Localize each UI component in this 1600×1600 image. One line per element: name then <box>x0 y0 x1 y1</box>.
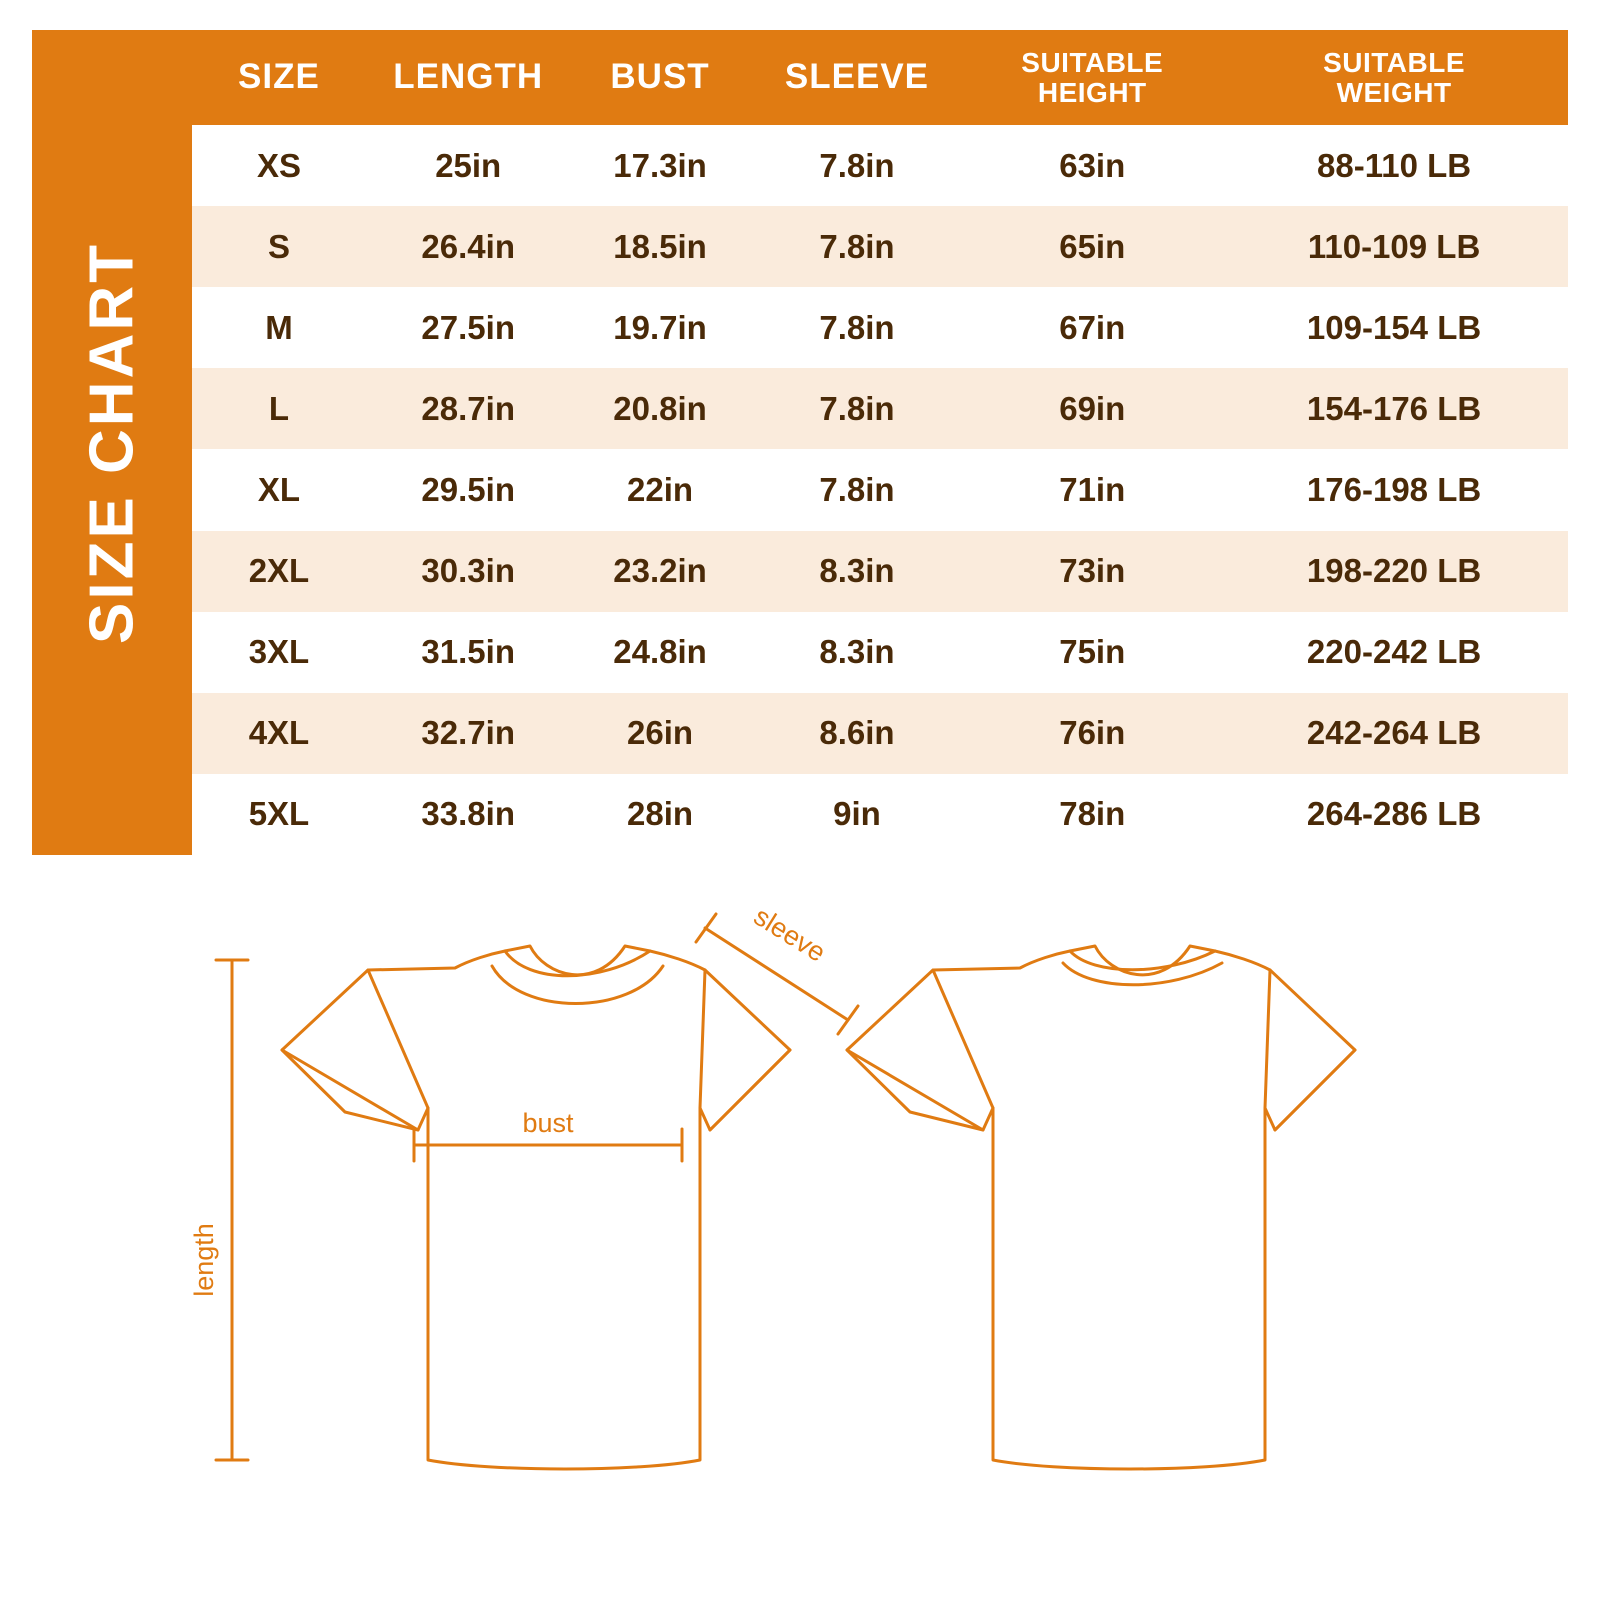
column-header-suitable-weight-line1: SUITABLE <box>1323 47 1466 79</box>
cell-length: 32.7in <box>366 693 571 774</box>
cell-sleeve: 8.3in <box>750 531 965 612</box>
column-header-length: LENGTH <box>366 30 571 125</box>
length-dimension-line <box>216 960 248 1460</box>
column-header-suitable-weight-line2: WEIGHT <box>1336 76 1452 108</box>
cell-bust: 19.7in <box>571 287 750 368</box>
front-tshirt-icon <box>282 946 790 1469</box>
measurement-diagram <box>0 880 1600 1560</box>
sleeve-label: sleeve <box>748 900 831 968</box>
table-row <box>192 774 1568 855</box>
tshirt-diagram-svg <box>0 880 1600 1560</box>
cell-length: 31.5in <box>366 612 571 693</box>
cell-size: XL <box>192 449 366 530</box>
cell-bust: 28in <box>571 774 750 855</box>
table-row <box>192 531 1568 612</box>
column-header-suitable-height-line2: HEIGHT <box>1037 76 1147 108</box>
cell-weight: 154-176 LB <box>1220 368 1568 449</box>
cell-weight: 88-110 LB <box>1220 125 1568 206</box>
length-label: length <box>189 1223 219 1297</box>
cell-bust: 23.2in <box>571 531 750 612</box>
cell-height: 73in <box>964 531 1220 612</box>
back-tshirt-icon <box>847 946 1355 1469</box>
cell-height: 76in <box>964 693 1220 774</box>
cell-size: 2XL <box>192 531 366 612</box>
cell-weight: 109-154 LB <box>1220 287 1568 368</box>
cell-length: 28.7in <box>366 368 571 449</box>
cell-bust: 20.8in <box>571 368 750 449</box>
table-header-row <box>192 30 1568 125</box>
cell-length: 33.8in <box>366 774 571 855</box>
cell-length: 29.5in <box>366 449 571 530</box>
cell-height: 67in <box>964 287 1220 368</box>
cell-size: 3XL <box>192 612 366 693</box>
cell-weight: 198-220 LB <box>1220 531 1568 612</box>
table-row <box>192 287 1568 368</box>
cell-length: 26.4in <box>366 206 571 287</box>
cell-sleeve: 7.8in <box>750 206 965 287</box>
cell-size: 5XL <box>192 774 366 855</box>
cell-height: 63in <box>964 125 1220 206</box>
cell-sleeve: 9in <box>750 774 965 855</box>
bust-label: bust <box>522 1108 574 1138</box>
cell-length: 30.3in <box>366 531 571 612</box>
cell-bust: 17.3in <box>571 125 750 206</box>
column-header-size: SIZE <box>192 30 366 125</box>
cell-height: 78in <box>964 774 1220 855</box>
size-chart-title-column <box>32 30 192 855</box>
cell-weight: 264-286 LB <box>1220 774 1568 855</box>
column-header-suitable-height-line1: SUITABLE <box>1021 47 1164 79</box>
cell-sleeve: 7.8in <box>750 287 965 368</box>
cell-height: 75in <box>964 612 1220 693</box>
table-row <box>192 449 1568 530</box>
cell-height: 65in <box>964 206 1220 287</box>
cell-weight: 176-198 LB <box>1220 449 1568 530</box>
cell-height: 71in <box>964 449 1220 530</box>
cell-size: L <box>192 368 366 449</box>
cell-bust: 22in <box>571 449 750 530</box>
cell-length: 27.5in <box>366 287 571 368</box>
table-header <box>192 30 1568 125</box>
cell-weight: 220-242 LB <box>1220 612 1568 693</box>
table-row <box>192 368 1568 449</box>
cell-sleeve: 7.8in <box>750 125 965 206</box>
cell-sleeve: 7.8in <box>750 449 965 530</box>
cell-size: XS <box>192 125 366 206</box>
cell-bust: 24.8in <box>571 612 750 693</box>
cell-sleeve: 8.3in <box>750 612 965 693</box>
table-row <box>192 206 1568 287</box>
table-body <box>192 125 1568 855</box>
column-header-bust: BUST <box>571 30 750 125</box>
size-chart-block <box>32 30 1568 855</box>
size-chart-table-wrapper <box>192 30 1568 855</box>
cell-height: 69in <box>964 368 1220 449</box>
size-chart-table <box>192 30 1568 855</box>
cell-sleeve: 7.8in <box>750 368 965 449</box>
cell-size: S <box>192 206 366 287</box>
column-header-suitable-height <box>964 30 1220 125</box>
column-header-sleeve: SLEEVE <box>750 30 965 125</box>
cell-length: 25in <box>366 125 571 206</box>
cell-sleeve: 8.6in <box>750 693 965 774</box>
cell-bust: 18.5in <box>571 206 750 287</box>
table-row <box>192 125 1568 206</box>
page-title: SIZE CHART <box>77 241 147 644</box>
cell-weight: 242-264 LB <box>1220 693 1568 774</box>
table-row <box>192 693 1568 774</box>
column-header-suitable-weight <box>1220 30 1568 125</box>
cell-bust: 26in <box>571 693 750 774</box>
table-row <box>192 612 1568 693</box>
cell-size: 4XL <box>192 693 366 774</box>
cell-size: M <box>192 287 366 368</box>
cell-weight: 110-109 LB <box>1220 206 1568 287</box>
